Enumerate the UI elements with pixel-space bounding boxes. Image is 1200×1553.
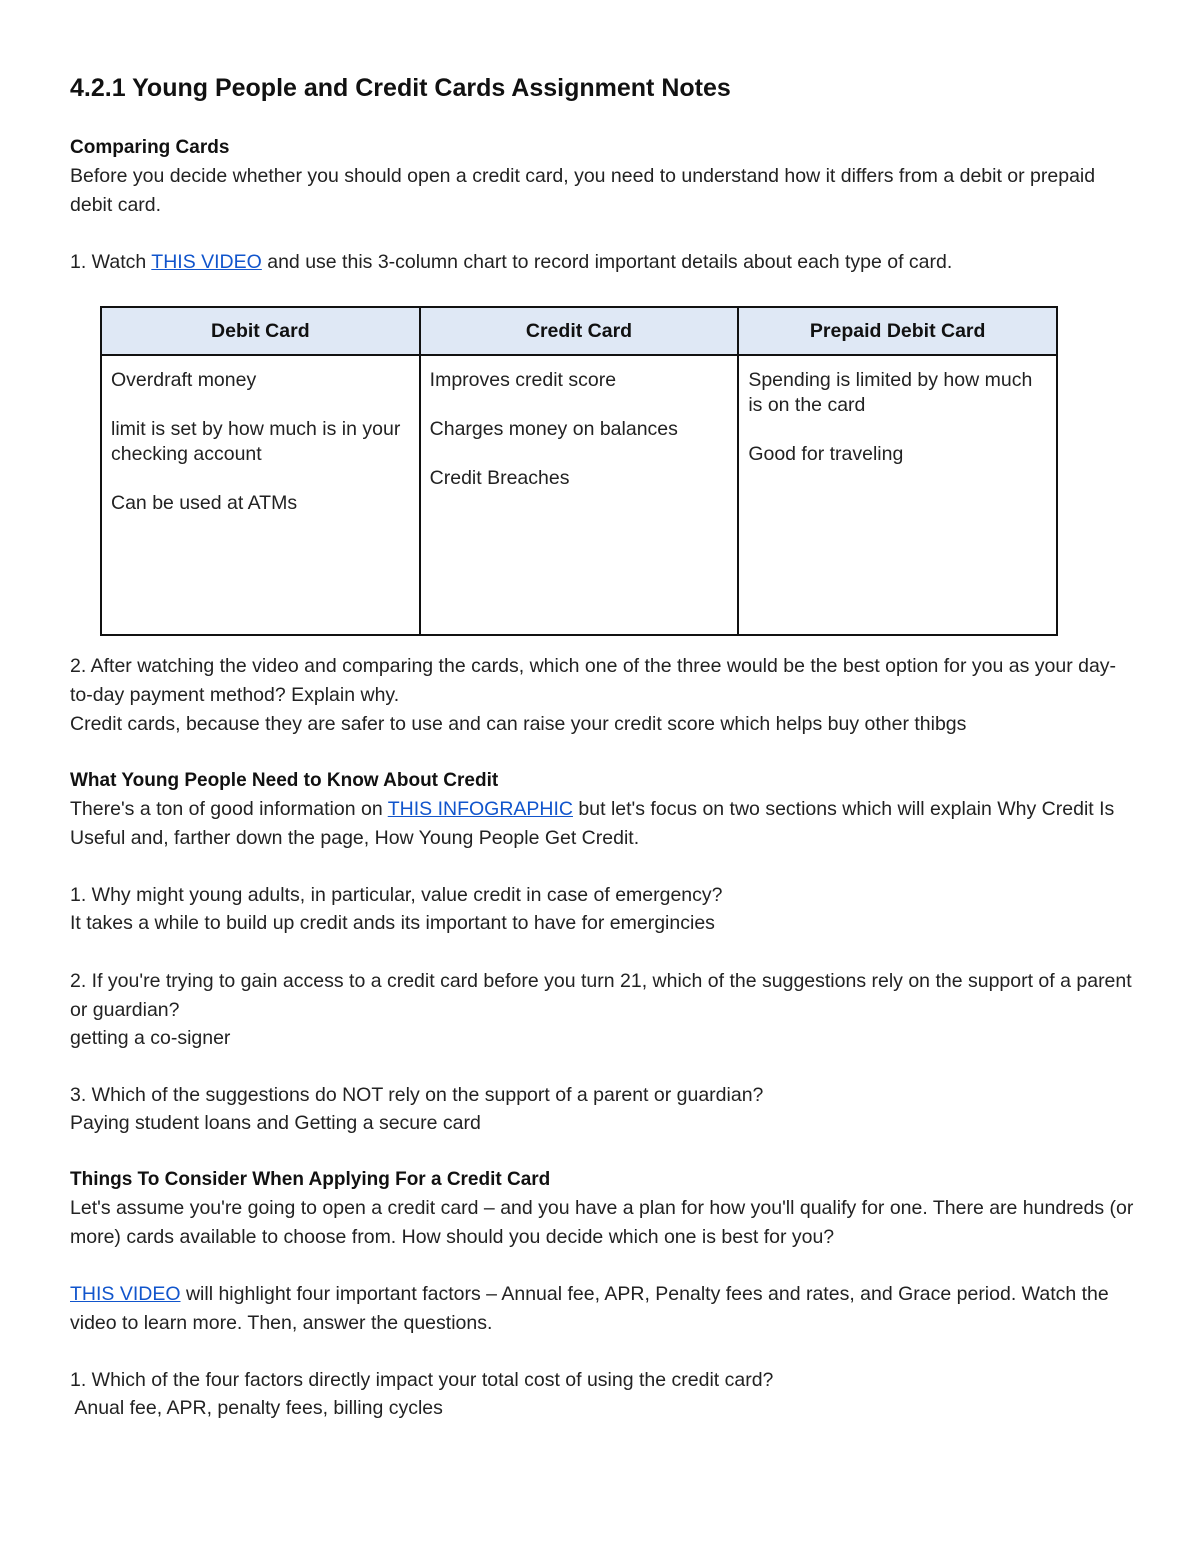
question-text: 1. Watch [70,251,152,273]
comparing-cards-intro: Before you decide whether you should open a credit card, you need to understand how it differs from a debit or prepaid debit card. [70,165,1096,216]
things-to-consider-answer-1[interactable]: Anual fee, APR, penalty fees, billing cycles [70,1397,443,1419]
table-header-row [101,307,1057,355]
cell-text: Can be used at ATMs [111,492,298,514]
comparing-cards-question-1 [70,248,1134,277]
video-text: will highlight four important factors – Annual fee, APR, Penalty fees and rates, and Grace period. Watch the video to learn more. Then, answer the questions. [70,1283,1109,1334]
page-title: 4.2.1 Young People and Credit Cards Assignment Notes [70,74,731,102]
cell-text: Overdraft money [111,369,257,391]
comparing-cards-question-2: 2. After watching the video and comparing the cards, which one of the three would be the best option for you as your day-to-day payment method? Explain why. [70,655,1117,706]
young-people-question-2: 2. If you're trying to gain access to a credit card before you turn 21, which of the suggestions rely on the support of a parent or guardian? [70,970,1132,1021]
this-video-link[interactable]: THIS VIDEO [151,251,262,273]
cell-text: Charges money on balances [429,418,678,440]
comparing-cards-answer-2[interactable]: Credit cards, because they are safer to use and can raise your credit score which helps buy other thibgs [70,713,967,735]
cell-prepaid-debit-card[interactable] [738,355,1057,635]
question-text: and use this 3-column chart to record important details about each type of card. [261,251,953,273]
section-heading-young-people-credit: What Young People Need to Know About Credit [70,770,499,791]
cell-debit-card[interactable] [101,355,420,635]
section-heading-comparing-cards: Comparing Cards [70,137,230,158]
young-people-question-1: 1. Why might young adults, in particular, value credit in case of emergency? [70,884,723,906]
section-heading-things-to-consider: Things To Consider When Applying For a Credit Card [70,1169,551,1190]
young-people-question-3: 3. Which of the suggestions do NOT rely on the support of a parent or guardian? [70,1084,764,1106]
young-people-answer-3[interactable]: Paying student loans and Getting a secure card [70,1112,481,1134]
young-people-intro [70,795,1134,852]
cell-credit-card[interactable] [420,355,739,635]
things-to-consider-video-text [70,1280,1134,1337]
things-to-consider-question-1: 1. Which of the four factors directly impact your total cost of using the credit card? [70,1369,774,1391]
cell-text: Improves credit score [429,369,617,391]
cell-text: limit is set by how much is in your checking account [111,418,401,465]
this-infographic-link[interactable]: THIS INFOGRAPHIC [387,798,573,820]
table-row [101,355,1057,635]
header-debit-card: Debit Card [101,307,420,355]
this-video-link-2[interactable]: THIS VIDEO [70,1283,181,1305]
header-prepaid-debit-card: Prepaid Debit Card [738,307,1057,355]
young-people-answer-2[interactable]: getting a co-signer [70,1027,231,1049]
things-to-consider-intro: Let's assume you're going to open a credit card – and you have a plan for how you'll qualify for one. There are hundreds (or more) cards available to choose from. How should you decide which one is best for you? [70,1197,1134,1248]
young-people-answer-1[interactable]: It takes a while to build up credit ands its important to have for emergincies [70,912,715,934]
card-comparison-table [100,306,1058,636]
cell-text: Spending is limited by how much is on the card [748,369,1033,416]
intro-text: There's a ton of good information on [70,798,388,820]
header-credit-card: Credit Card [420,307,739,355]
cell-text: Credit Breaches [429,467,570,489]
intro-text: but let's focus on two sections which will explain Why Credit Is Useful and, farther down the page, How Young People Get Credit. [70,798,1115,849]
cell-text: Good for traveling [748,443,904,465]
